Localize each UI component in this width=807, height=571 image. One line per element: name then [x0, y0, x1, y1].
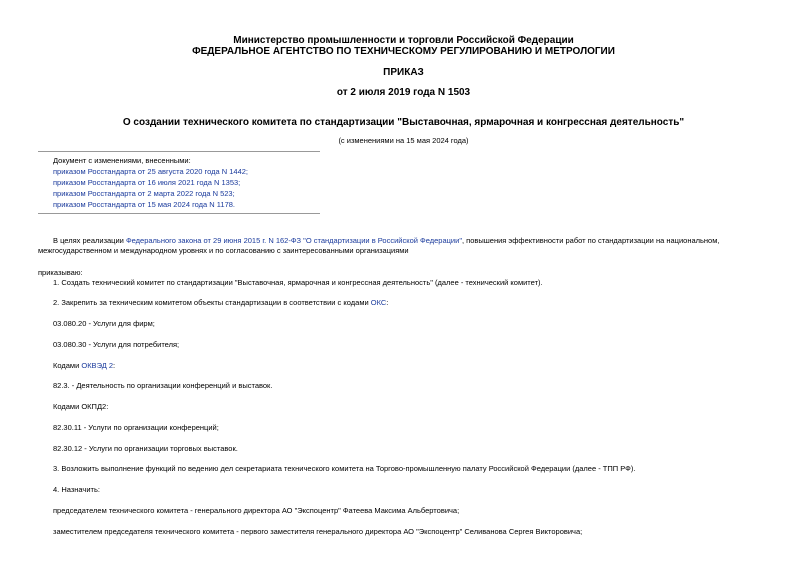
order-title: ПРИКАЗ — [383, 67, 424, 78]
paragraph-2 — [53, 298, 388, 308]
intro-paragraph — [38, 236, 776, 256]
federal-law-link[interactable]: Федерального закона от 29 июня 2015 г. N 162-ФЗ "О стандартизации в Российской Федерации" — [125, 236, 462, 245]
okved-heading — [53, 361, 115, 371]
intro-prefix: В целях реализации — [53, 236, 126, 245]
change-link[interactable]: приказом Росстандарта от 15 мая 2024 года N 1178. — [53, 200, 235, 209]
deputy-line: заместителем председателя технического комитета - первого заместителя генерального директора АО "Экспоцентр" Селиванова Сергея Викторовича; — [53, 527, 583, 536]
document-heading: О создании технического комитета по стандартизации "Выставочная, ярмарочная и конгрессная деятельность" — [122, 117, 685, 128]
oks-code-1: 03.080.20 - Услуги для фирм; — [53, 319, 155, 328]
paragraph-1: 1. Создать технический комитет по стандартизации "Выставочная, ярмарочная и конгрессная деятельность" (далее - технический комитет). — [53, 278, 543, 287]
changes-title: Документ с изменениями, внесенными: — [53, 156, 191, 165]
okved-prefix: Кодами — [53, 361, 82, 370]
okpd-code-2: 82.30.12 - Услуги по организации торговых выставок. — [53, 444, 238, 453]
change-link[interactable]: приказом Росстандарта от 25 августа 2020 года N 1442; — [53, 167, 248, 176]
okpd-heading: Кодами ОКПД2: — [53, 402, 109, 411]
oks-link[interactable]: ОКС — [370, 298, 387, 307]
okved-suffix: : — [113, 361, 116, 370]
orders-text: приказываю: — [38, 268, 83, 277]
changes-box — [38, 151, 320, 214]
change-link[interactable]: приказом Росстандарта от 2 марта 2022 года N 523; — [53, 189, 235, 198]
intro-suffix: , повышения эффективности работ по стандартизации на национальном, межгосударственном и международном уровнях и по согласованию с заинтересованными организациями — [38, 236, 720, 255]
change-link[interactable]: приказом Росстандарта от 16 июля 2021 года N 1353; — [53, 178, 241, 187]
agency-name: ФЕДЕРАЛЬНОЕ АГЕНТСТВО ПО ТЕХНИЧЕСКОМУ РЕГУЛИРОВАНИЮ И МЕТРОЛОГИИ — [192, 46, 615, 57]
paragraph-2-suffix: : — [386, 298, 389, 307]
chairman-line: председателем технического комитета - генерального директора АО "Экспоцентр" Фатеева Максима Альбертовича; — [53, 506, 460, 515]
amendment-note: (с изменениями на 15 мая 2024 года) — [338, 136, 469, 145]
paragraph-3: 3. Возложить выполнение функций по ведению дел секретариата технического комитета на Торгово-промышленную палату Российской Федерации (далее - ТПП РФ). — [53, 464, 636, 473]
paragraph-2-prefix: 2. Закрепить за техническим комитетом объекты стандартизации в соответствии с кодами — [53, 298, 371, 307]
okpd-code-1: 82.30.11 - Услуги по организации конференций; — [53, 423, 219, 432]
okved-link[interactable]: ОКВЭД 2 — [81, 361, 114, 370]
order-date: от 2 июля 2019 года N 1503 — [336, 87, 471, 98]
ministry-name: Министерство промышленности и торговли Российской Федерации — [233, 35, 574, 46]
okved-code-1: 82.3. - Деятельность по организации конференций и выставок. — [53, 381, 273, 390]
paragraph-4: 4. Назначить: — [53, 485, 100, 494]
oks-code-2: 03.080.30 - Услуги для потребителя; — [53, 340, 180, 349]
